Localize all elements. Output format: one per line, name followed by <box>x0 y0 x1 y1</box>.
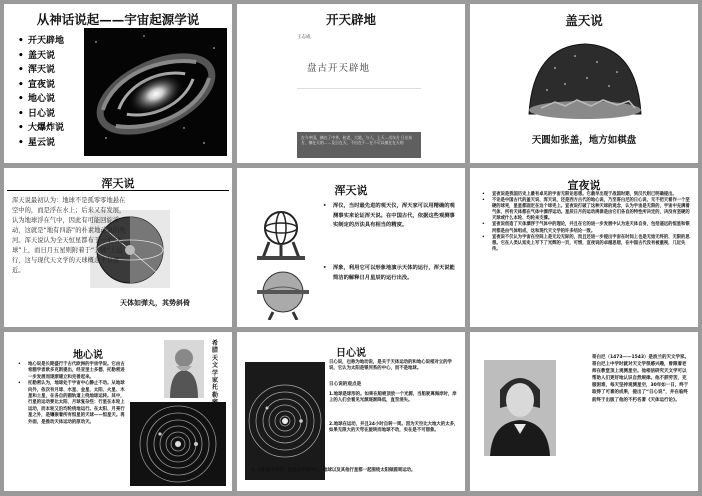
list-item: • 盖天说 <box>18 49 64 64</box>
slide-title: 日心说 <box>336 348 366 359</box>
slide-huntian-1[interactable] <box>4 168 232 327</box>
slide-title: 浑天说 <box>334 184 368 197</box>
copernicus-portrait <box>484 360 556 456</box>
portrait-caption: 希腊天文学家托勒 <box>212 340 219 399</box>
caption-box: 在今中国，摘在了中华，粒老，大地，与人，上天…出东方 日出东方，摘在天的……及日在天，不出在不…在不可以被在在天的 <box>297 132 421 158</box>
list-item: • 日心说 <box>18 107 64 122</box>
ptolemy-portrait <box>164 340 204 398</box>
dome-illustration <box>525 38 645 122</box>
solar-system-diagram <box>245 362 325 480</box>
list-item: • 宣夜说 <box>18 78 64 93</box>
subheading: 日心说的观点是 <box>329 382 362 387</box>
point-2: 2.地球在运动，并且24小时自转一周。因为天空比大地大的太多，如果无限大的天穹在旋转而地球不动，实在是不可想象。 <box>329 422 459 434</box>
slide-title: 宣夜说 <box>567 179 601 192</box>
list-item: • 浑象，利用它可以形象地演示天体的运行，浑天说能简洁的解释日月星辰的运行出没。 <box>323 264 459 283</box>
theory-list <box>18 34 64 150</box>
list-item: • 浑仪，当时最先进的观天仪，浑天家可以用精确的观测事实来论证浑天说。在中国古代，依据这些观测事实制定的历法具有相当的精度。 <box>323 202 459 231</box>
point-3: 3. 太阳是不动的，而且在宇宙中心，地球以及其他行星都一起围绕太阳做圆周运动。 <box>251 468 416 473</box>
slide-caption: 天体如弹丸，其势斜倚 <box>120 299 190 307</box>
slide-title: 从神话说起——宇宙起源学说 <box>36 12 200 27</box>
slide-copernicus[interactable] <box>470 332 698 491</box>
slide-gaitian[interactable] <box>470 4 698 163</box>
description-list <box>482 192 690 253</box>
list-item: • 开天辟地 <box>18 34 64 49</box>
list-item: • 不论是中国古代的盖天说、浑天说，还是西方古代的地心说，乃至哥白尼的日心说，无不把天看作一个坚硬的球壳，星星都固定在这个球壳上。宣夜说打破了这种天球的观念，认为宇宙是无限的，宇宙中充满着气体，所有天体都在气体中漂浮运动。星辰日月的运动规律是由它们各自的特性所决定的，决没有坚硬的天球或什么本轮、均轮来支撑。 <box>482 198 690 222</box>
body-text: 浑天说最初认为：地球不是孤零零地悬在空中的，而是浮在水上；后来又有发展，认为地球浮在气中，因此有可能回旋浮动，这就是“地有四游”的朴素地动说的先河。浑天说认为全天恒星都布于一个“天球”上，而日月五星则附着于“天球”上运行，这与现代天文学的天球概念十分接近。 <box>12 197 126 274</box>
slide-title: 盖天说 <box>565 13 603 28</box>
list-item: • 宣夜说是我国历史上最有卓见的宇宙无限论思想。它最早出现于战国时期，到汉代则已明确提出。 <box>482 192 690 198</box>
body-text: 哥白尼（1473——1543）是波兰的天文学家。哥白尼上中学时就对天文学很感兴趣，曾跟着老师在教堂顶上观测星空。他相信研究天文学可以帮助人们更好地认识自然规律。他不辞劳苦，克服困难，每天坚持观测星空，30年如一日，终于取得了可喜的成果，提出了“日心说”，并在临终前终于出版了他的不朽名著《天体运行论》。 <box>592 355 690 403</box>
divider <box>297 88 421 89</box>
list-item: • 地心说是长期盛行于古代欧洲的宇宙学说。它由古希腊学者欧多克斯提出，经亚里士多德、托勒密进一步发展而逐渐建立和完善起来。 <box>18 362 128 381</box>
slide-xuanye[interactable] <box>470 168 698 327</box>
geocentric-diagram <box>130 402 226 486</box>
list-item: • 大爆炸说 <box>18 121 64 136</box>
description-list <box>18 362 128 426</box>
list-item: • 托勒密认为，地球处于宇宙中心静止不动。从地球向外，依次有月球、水星、金星、太阳、火星、木星和土星，在各自的圆轨道上绕地球运转。其中，行星的运动要比太阳、月球复杂些：行星在本轮上运动，而本轮又沿均轮绕地运行。在太阳、月亮行星之外，是镶嵌着所有恒星的天球——恒星天。再外面，是推动天体运动的原动天。 <box>18 381 128 426</box>
slide-caption: 天圆如张盖，地方如棋盘 <box>531 135 637 146</box>
list-item: • 宣夜说不仅认为宇宙在空间上是无边无际的，而且还进一步提出宇宙在时间上也是无始无终的、无限的思想。它在人类认知史上写下了光辉的一页，可惜，宣夜说的卓越思想，在中国古代没有被重视，几近失传。 <box>482 235 690 253</box>
book-title: 盘古开天辟地 <box>307 63 371 74</box>
celestial-globe-image <box>253 268 313 320</box>
slide-geocentric[interactable] <box>4 332 232 491</box>
slide-huntian-2[interactable] <box>237 168 465 327</box>
list-item: • 浑天说 <box>18 63 64 78</box>
description-list <box>323 202 459 231</box>
armillary-sphere-image <box>251 204 311 262</box>
slide-title: 浑天说 <box>101 177 135 190</box>
title-underline <box>7 190 229 191</box>
galaxy-image <box>84 28 227 156</box>
slide-heliocentric[interactable] <box>237 332 465 491</box>
slide-title: 开天辟地 <box>325 12 376 27</box>
list-item: • 地心说 <box>18 92 64 107</box>
slide-title: 地心说 <box>73 350 103 361</box>
list-item: • 星云说 <box>18 136 64 151</box>
description-list <box>323 264 459 283</box>
list-item: • 宣夜说创造了天体漂浮于气体中的理论，并且在它的进一步发展中认为连天体自身，包括遥远的恒星和银河都是由气体组成，这和现代天文学的许多结论一致。 <box>482 222 690 234</box>
slide-cosmology-origins[interactable] <box>4 4 232 163</box>
intro-text: 日心说，也称为地动说，是关于天体运动的和地心说相对立的学说，它认为太阳是银河系的中心，而不是地球。 <box>329 360 452 372</box>
author-label: 王志成 <box>297 35 311 40</box>
slide-kaitian-pidi[interactable] <box>237 4 465 163</box>
point-1: 1.地球是球形的。如果在船桅顶放一个光源，当船驶离海岸时，岸上的人们会看见光源逐渐降低，直至消失。 <box>329 392 457 404</box>
